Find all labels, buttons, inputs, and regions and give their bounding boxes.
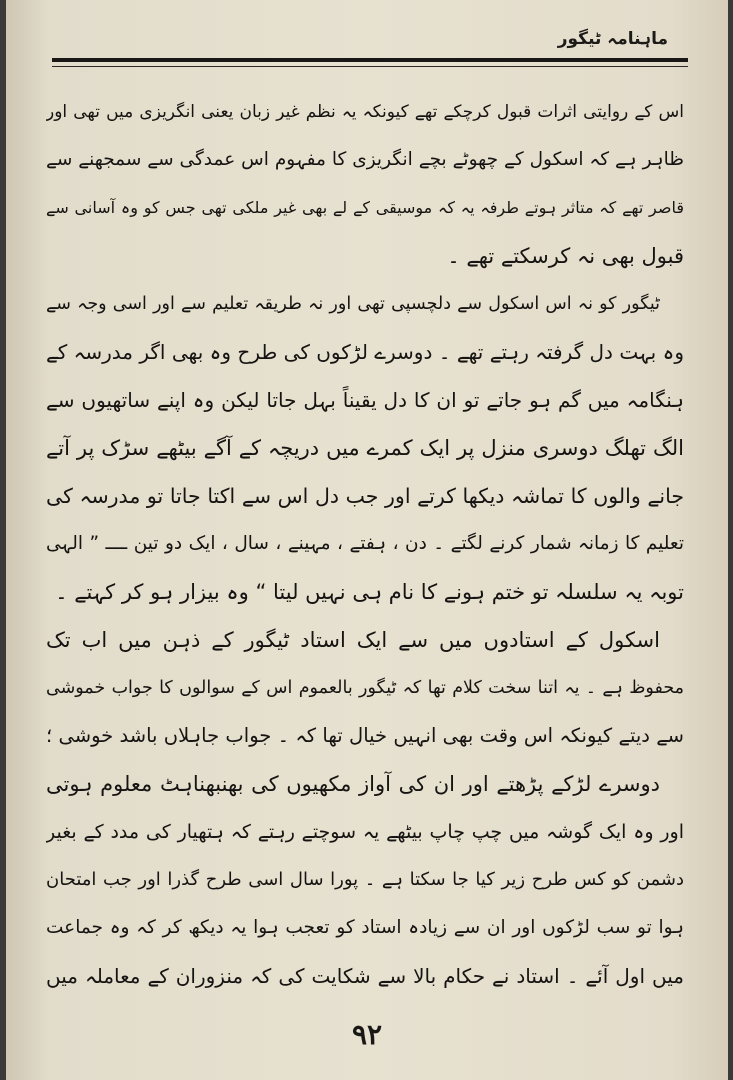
header-rule-thick	[52, 58, 688, 62]
text-line: ہوا تو سب لڑکوں اور ان سے زیادہ استاد کو تعجب ہوا یہ دیکھ کر کہ وہ جماعت	[46, 917, 684, 938]
text-line: ٹیگور کو نہ اس اسکول سے دلچسپی تھی اور نہ طریقہ تعلیم سے اور اسی وجہ سے	[46, 294, 660, 314]
body-text	[46, 88, 684, 1000]
text-line: اور وہ ایک گوشہ میں چپ چاپ بیٹھے یہ سوچتے رہتے کہ ہتھیار کی مدد کے بغیر	[46, 821, 684, 843]
text-line: میں اول آئے ۔ استاد نے حکام بالا سے شکایت کی کہ منزوران کے معاملہ میں	[46, 964, 684, 988]
text-line: الگ تھلگ دوسری منزل پر ایک کمرے میں دریچہ کے آگے بیٹھے سڑک پر آتے	[46, 436, 684, 460]
page-header	[46, 22, 688, 74]
text-line: اسکول کے استادوں میں سے ایک استاد ٹیگور کے ذہن میں اب تک	[46, 628, 660, 652]
text-line: ظاہر ہے کہ اسکول کے چھوٹے بچے انگریزی کا مفہوم اس عمدگی سے سمجھنے سے	[46, 149, 684, 170]
text-line: قبول بھی نہ کرسکتے تھے ۔	[447, 244, 684, 268]
text-line: جانے والوں کا تماشہ دیکھا کرتے اور جب دل اس سے اکتا جاتا تو مدرسہ کی	[46, 484, 684, 508]
text-line: وہ بہت دل گرفتہ رہتے تھے ۔ دوسرے لڑکوں کی طرح وہ بھی اگر مدرسہ کے	[46, 340, 684, 364]
running-header-title: ماہنامہ ٹیگور	[557, 29, 668, 49]
text-line: ہنگامہ میں گم ہو جاتے تو ان کا دل یقیناً بہل جاتا لیکن وہ اپنے ساتھیوں سے	[46, 388, 684, 412]
text-line: قاصر تھے کہ متاثر ہوتے طرفہ یہ کہ موسیقی کے لے بھی غیر ملکی تھی جس کو وہ آسانی سے	[46, 198, 684, 217]
page-number: ۹۲	[351, 1018, 383, 1051]
text-line: توبہ یہ سلسلہ تو ختم ہونے کا نام ہی نہیں لیتا “ وہ بیزار ہو کر کہتے ۔	[55, 580, 684, 604]
text-line: دشمن کو کس طرح زیر کیا جا سکتا ہے ۔ پورا سال اسی طرح گذرا اور جب امتحان	[46, 869, 684, 890]
text-line: محفوظ ہے ۔ یہ اتنا سخت کلام تھا کہ ٹیگور بالعموم اس کے سوالوں کا جواب خموشی	[46, 678, 684, 698]
text-line: اس کے روایتی اثرات قبول کرچکے تھے کیونکہ یہ نظم غیر زبان یعنی انگریزی میں تھی اور	[46, 102, 684, 122]
text-line: دوسرے لڑکے پڑھتے اور ان کی آواز مکھیوں کی بھنبھناہٹ معلوم ہوتی	[46, 772, 660, 796]
text-line: تعلیم کا زمانہ شمار کرنے لگتے ۔ دن ، ہفتے ، مہینے ، سال ، ایک دو تین ــــ ” الہی	[46, 533, 684, 554]
header-rule-thin	[52, 66, 688, 67]
text-line: سے دیتے کیونکہ اس وقت بھی انہیں خیال تھا کہ ۔ جواب جاہلاں باشد خوشی ؛	[46, 724, 684, 747]
book-page	[6, 0, 728, 1080]
